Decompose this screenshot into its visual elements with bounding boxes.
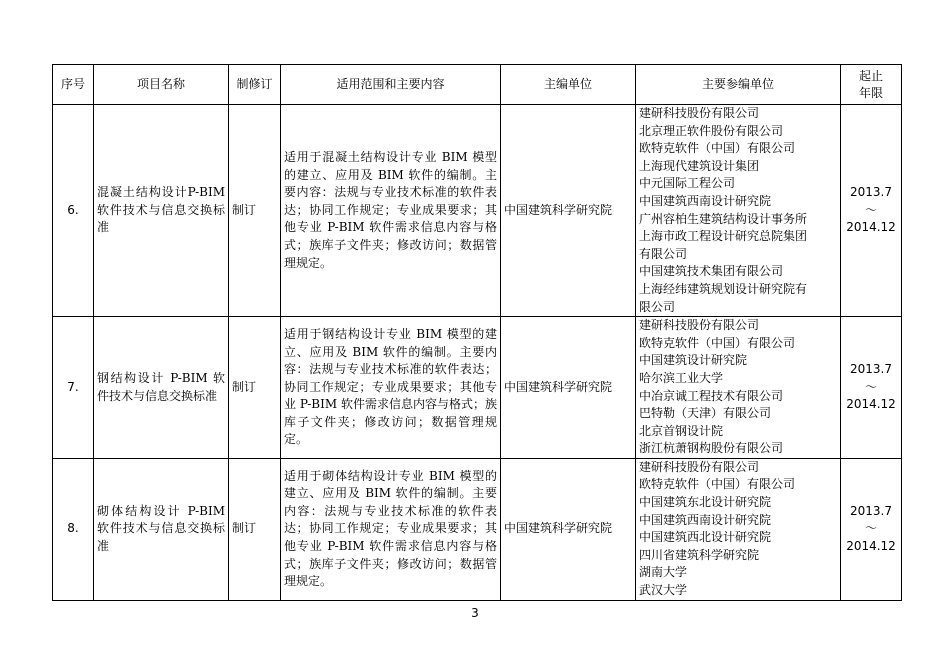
period — [841, 458, 902, 600]
participant-item: 欧特克软件（中国）有限公司 — [639, 141, 796, 156]
row-number: 8. — [53, 458, 94, 600]
header-participants: 主要参编单位 — [636, 65, 841, 105]
participant-item: 中国建筑西南设计研究院 — [639, 512, 772, 527]
participant-item: 北京首钢设计院 — [639, 423, 724, 438]
participant-item: 限公司 — [639, 299, 676, 314]
table-row — [53, 317, 902, 459]
table-row — [53, 458, 902, 600]
scope-content: 适用于砌体结构设计专业 BIM 模型的建立、应用及 BIM 软件的编制。主要内容：法规与专业技术标准的软件表达；协同工作规定；专业成果要求；其他专业 P-BIM 软件需求信息内容与格式；族库子文件夹；修改访问；数据管理规定。 — [281, 458, 501, 600]
participant-item: 有限公司 — [639, 246, 688, 261]
project-name: 砌体结构设计 P-BIM 软件技术与信息交换标准 — [94, 458, 229, 600]
participant-item: 建研科技股份有限公司 — [639, 459, 760, 474]
header-no: 序号 — [53, 65, 94, 105]
row-number: 6. — [53, 105, 94, 317]
table-row — [53, 105, 902, 317]
participants-list — [636, 317, 841, 459]
header-type: 制修订 — [229, 65, 281, 105]
participants-list — [636, 458, 841, 600]
participant-item: 中冶京诚工程技术有限公司 — [639, 388, 784, 403]
participant-item: 巴特勒（天津）有限公司 — [639, 406, 772, 421]
row-number: 7. — [53, 317, 94, 459]
period — [841, 317, 902, 459]
header-scope: 适用范围和主要内容 — [281, 65, 501, 105]
participant-item: 欧特克软件（中国）有限公司 — [639, 477, 796, 492]
participant-item: 上海经纬建筑规划设计研究院有 — [639, 281, 808, 296]
page-number: 3 — [471, 606, 479, 620]
period-end: 2014.12 — [846, 220, 896, 235]
period-start: 2013.7 — [850, 185, 892, 200]
period-start: 2013.7 — [850, 362, 892, 377]
participants-list — [636, 105, 841, 317]
participant-item: 中国建筑西北设计研究院 — [639, 530, 772, 545]
chief-org: 中国建筑科学研究院 — [501, 317, 636, 459]
period-separator: ～ — [864, 202, 877, 217]
header-chief-org: 主编单位 — [501, 65, 636, 105]
period-end: 2014.12 — [846, 397, 896, 412]
revision-type: 制订 — [229, 317, 281, 459]
header-name: 项目名称 — [94, 65, 229, 105]
project-name: 混凝土结构设计P-BIM 软件技术与信息交换标准 — [94, 105, 229, 317]
participant-item: 建研科技股份有限公司 — [639, 318, 760, 333]
participant-item: 中国建筑技术集团有限公司 — [639, 264, 784, 279]
project-name: 钢结构设计 P-BIM 软件技术与信息交换标准 — [94, 317, 229, 459]
participant-item: 中国建筑设计研究院 — [639, 353, 748, 368]
period — [841, 105, 902, 317]
period-end: 2014.12 — [846, 539, 896, 554]
table-header-row — [53, 65, 902, 105]
participant-item: 北京理正软件股份有限公司 — [639, 123, 784, 138]
period-start: 2013.7 — [850, 503, 892, 518]
participant-item: 中国建筑东北设计研究院 — [639, 495, 772, 510]
scope-content: 适用于钢结构设计专业 BIM 模型的建立、应用及 BIM 软件的编制。主要内容：法规与专业技术标准的软件表达；协同工作规定；专业成果要求；其他专业 P-BIM 软件需求信息内容与格式；族库子文件夹；修改访问；数据管理规定。 — [281, 317, 501, 459]
participant-item: 中元国际工程公司 — [639, 176, 736, 191]
revision-type: 制订 — [229, 458, 281, 600]
participant-item: 武汉大学 — [639, 583, 688, 598]
chief-org: 中国建筑科学研究院 — [501, 458, 636, 600]
participant-item: 四川省建筑科学研究院 — [639, 547, 760, 562]
participant-item: 上海市政工程设计研究总院集团 — [639, 229, 808, 244]
participant-item: 湖南大学 — [639, 565, 688, 580]
participant-item: 建研科技股份有限公司 — [639, 106, 760, 120]
participant-item: 上海现代建筑设计集团 — [639, 158, 760, 173]
period-separator: ～ — [864, 521, 877, 536]
chief-org: 中国建筑科学研究院 — [501, 105, 636, 317]
participant-item: 哈尔滨工业大学 — [639, 370, 724, 385]
participant-item: 欧特克软件（中国）有限公司 — [639, 335, 796, 350]
participant-item: 浙江杭萧钢构股份有限公司 — [639, 441, 784, 456]
period-separator: ～ — [864, 379, 877, 394]
scope-content: 适用于混凝土结构设计专业 BIM 模型的建立、应用及 BIM 软件的编制。主要内容：法规与专业技术标准的软件表达；协同工作规定；专业成果要求；其他专业 P-BIM 软件需求信息内容与格式；族库子文件夹；修改访问；数据管理规定。 — [281, 105, 501, 317]
participant-item: 中国建筑西南设计研究院 — [639, 193, 772, 208]
header-period: 起止 年限 — [841, 65, 902, 105]
participant-item: 广州容柏生建筑结构设计事务所 — [639, 211, 808, 226]
revision-type: 制订 — [229, 105, 281, 317]
standards-table — [52, 64, 902, 601]
